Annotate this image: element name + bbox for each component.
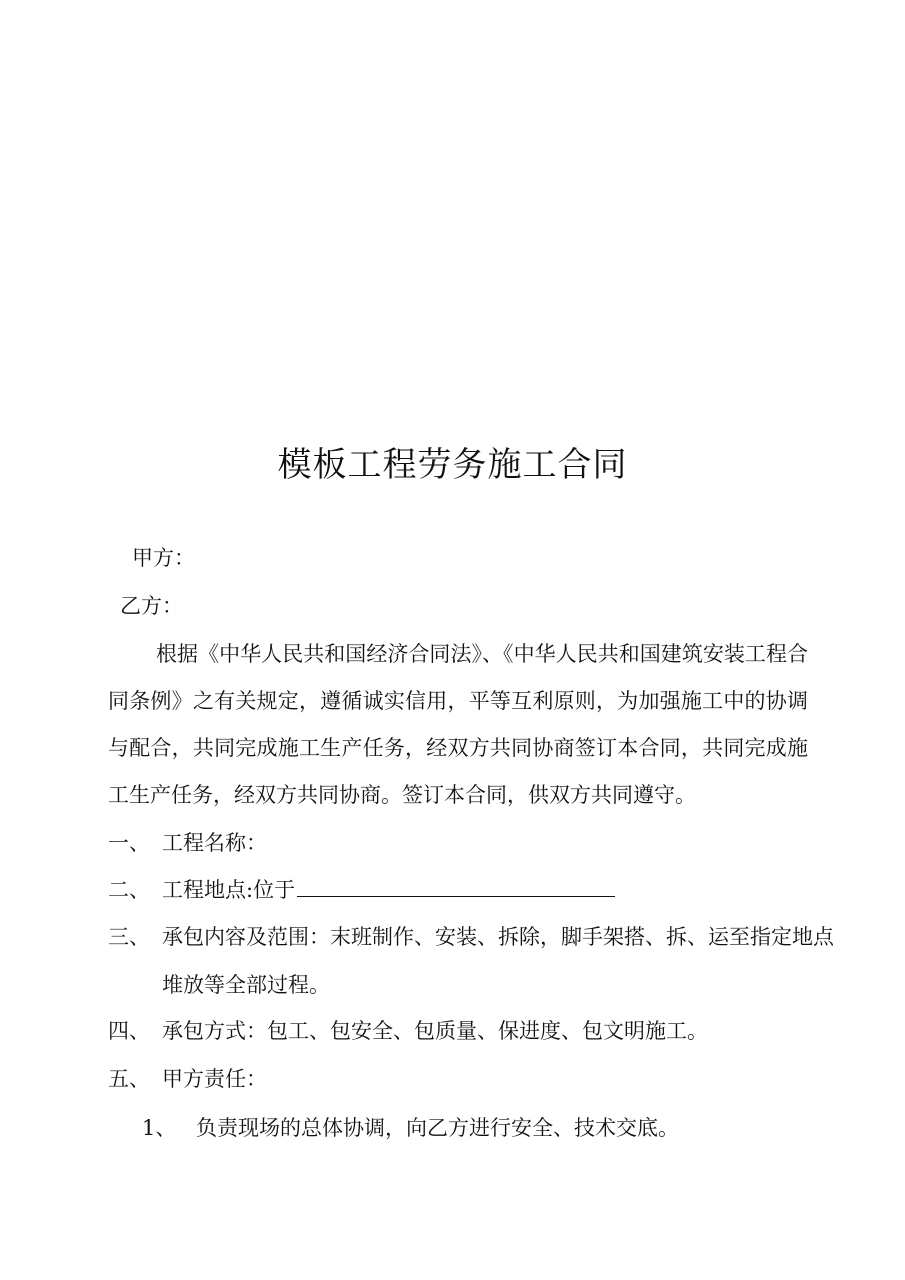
clause-text: 甲方责任：	[162, 1067, 267, 1091]
party-a-label: 甲方：	[132, 546, 195, 570]
clause-3-continuation: 堆放等全部过程。	[162, 973, 330, 997]
clause-4	[108, 1016, 708, 1046]
sub-item-1	[142, 1113, 679, 1143]
clause-text: 工程名称：	[162, 831, 267, 855]
clause-number: 五、	[108, 1067, 150, 1091]
clause-number: 三、	[108, 925, 150, 949]
intro-paragraph: 根据《中华人民共和国经济合同法》、《中华人民共和国建筑安装工程合同条例》之有关规定，遵循诚实信用，平等互利原则，为加强施工中的协调与配合，共同完成施工生产任务，经双方共同协商签订本合同，共同完成施工生产任务，经双方共同协商。签订本合同，供双方共同遵守。	[108, 642, 808, 807]
location-blank-line	[297, 874, 615, 897]
page-title: 模板工程劳务施工合同	[277, 445, 628, 485]
clause-3	[108, 922, 834, 952]
clause-text: 工程地点:位于	[162, 878, 296, 902]
clause-1	[108, 828, 267, 858]
clause-number: 二、	[108, 878, 150, 902]
clause-text: 承包内容及范围：末班制作、安装、拆除，脚手架搭、拆、运至指定地点	[162, 925, 834, 949]
clause-2	[108, 874, 615, 905]
sub-item-text: 负责现场的总体协调，向乙方进行安全、技术交底。	[196, 1116, 679, 1140]
party-b-label: 乙方：	[120, 594, 183, 618]
clause-5	[108, 1064, 267, 1094]
clause-text: 承包方式：包工、包安全、包质量、保进度、包文明施工。	[162, 1019, 708, 1043]
clause-number: 四、	[108, 1019, 150, 1043]
clause-number: 一、	[108, 831, 150, 855]
sub-item-number: 1、	[142, 1116, 177, 1140]
